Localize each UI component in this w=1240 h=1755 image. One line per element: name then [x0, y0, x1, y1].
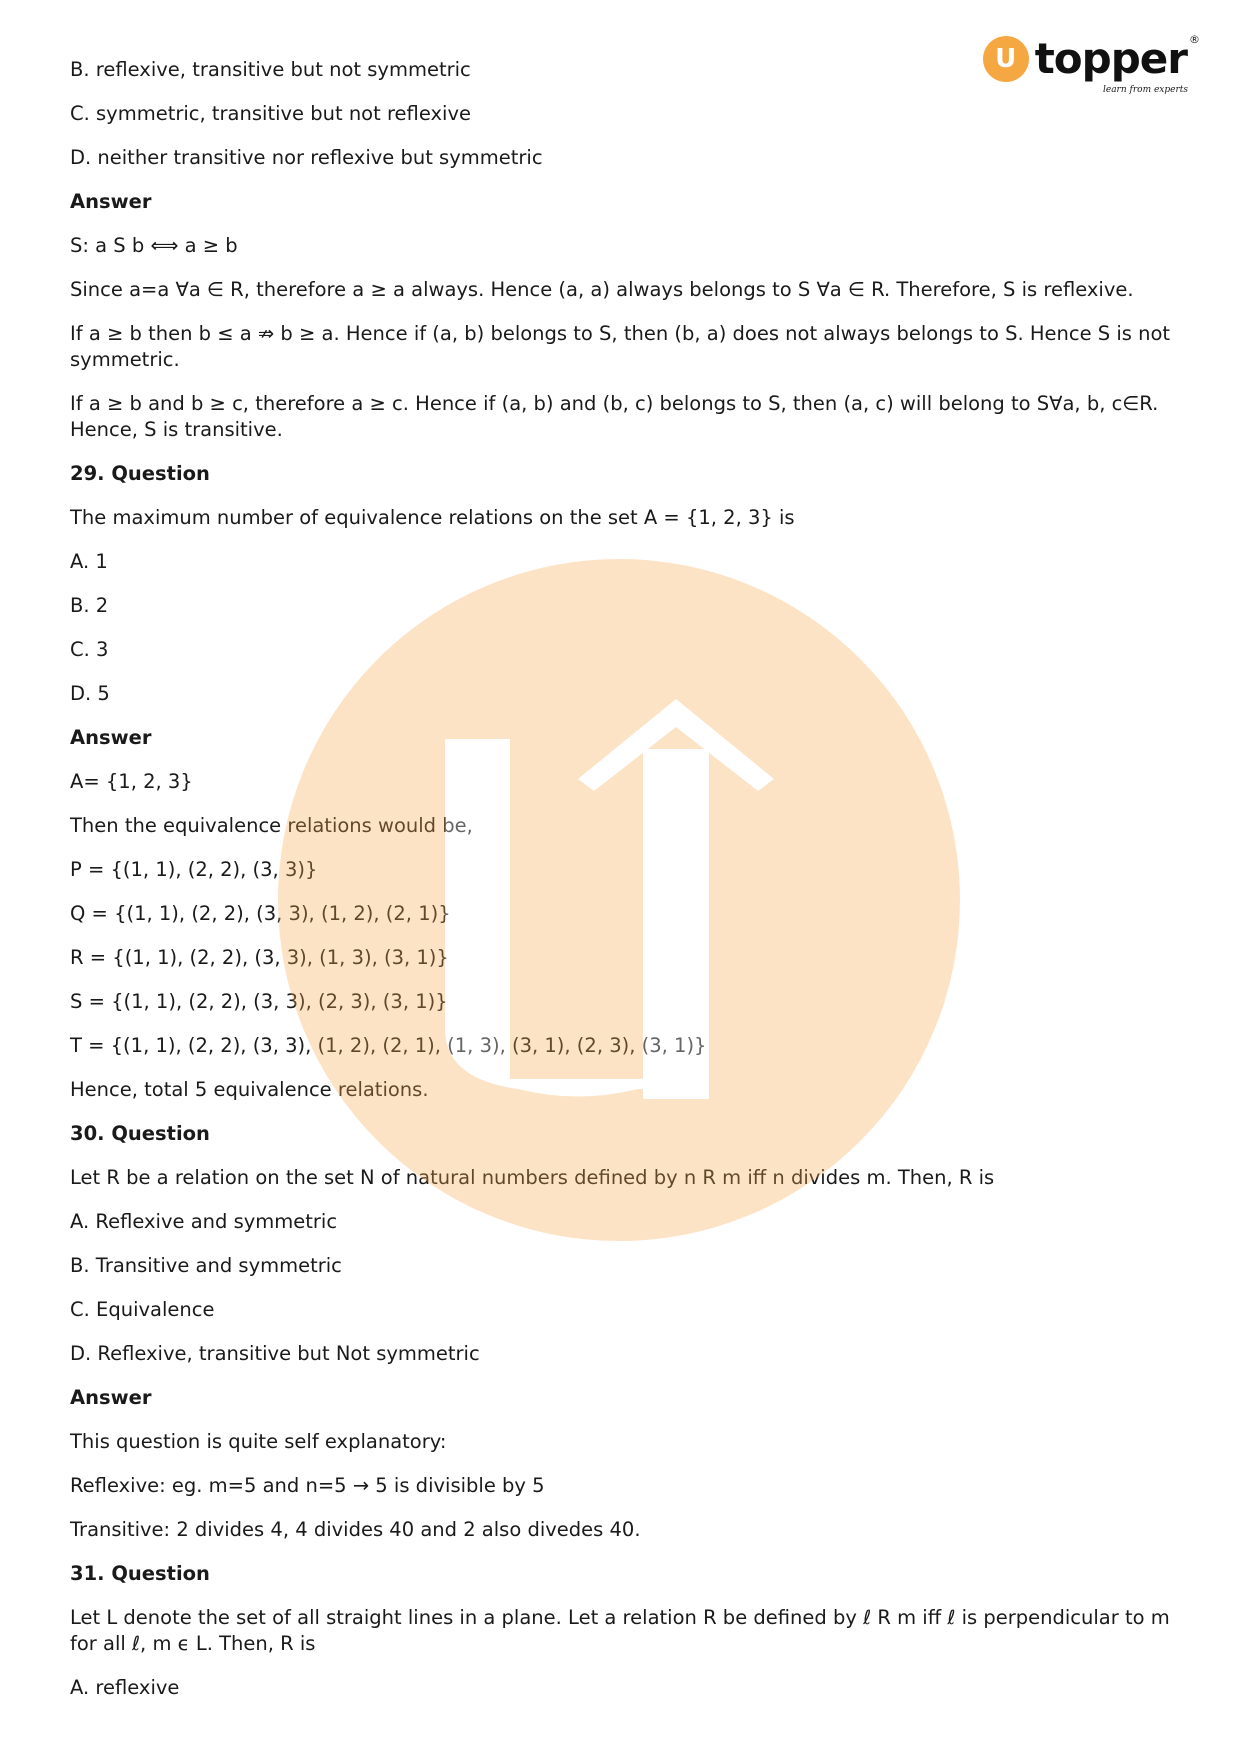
section-heading: Answer — [70, 190, 152, 213]
paragraph: T = {(1, 1), (2, 2), (3, 3), (1, 2), (2, 1), (1, 3), (3, 1), (2, 3), (3, 1)} — [70, 1034, 707, 1057]
paragraph: Since a=a ∀a ∈ R, therefore a ≥ a always. Hence (a, a) always belongs to S ∀a ∈ R. Therefore, S is reflexive. — [70, 278, 1134, 301]
paragraph: A. reflexive — [70, 1676, 180, 1699]
paragraph: Hence, total 5 equivalence relations. — [70, 1078, 429, 1101]
logo-tagline: learn from experts — [1102, 85, 1188, 95]
paragraph: The maximum number of equivalence relations on the set A = {1, 2, 3} is — [70, 506, 795, 529]
paragraph: If a ≥ b then b ≤ a ⇏ b ≥ a. Hence if (a, b) belongs to S, then (b, a) does not always belongs to S. Hence S is not symmetric. — [70, 322, 1171, 371]
section-heading: 31. Question — [70, 1562, 210, 1585]
paragraph: Let L denote the set of all straight lines in a plane. Let a relation R be defined by ℓ R m iff ℓ is perpendicular to m for all ℓ, m ϵ L. Then, R is — [70, 1606, 1170, 1655]
paragraph: A. Reflexive and symmetric — [70, 1210, 338, 1233]
paragraph: This question is quite self explanatory: — [70, 1430, 447, 1453]
paragraph: A. 1 — [70, 550, 108, 573]
section-heading: Answer — [70, 1386, 152, 1409]
paragraph: D. 5 — [70, 682, 110, 705]
paragraph: P = {(1, 1), (2, 2), (3, 3)} — [70, 858, 318, 881]
section-heading: 30. Question — [70, 1122, 210, 1145]
paragraph: C. Equivalence — [70, 1298, 215, 1321]
paragraph: Q = {(1, 1), (2, 2), (3, 3), (1, 2), (2, 1)} — [70, 902, 451, 925]
paragraph: Transitive: 2 divides 4, 4 divides 40 and 2 also divedes 40. — [70, 1518, 641, 1541]
paragraph: A= {1, 2, 3} — [70, 770, 193, 793]
section-heading: Answer — [70, 726, 152, 749]
logo-mark-icon: U — [983, 36, 1029, 82]
paragraph: C. 3 — [70, 638, 109, 661]
document-body — [70, 57, 1180, 1719]
section-heading: 29. Question — [70, 462, 210, 485]
paragraph: S = {(1, 1), (2, 2), (3, 3), (2, 3), (3, 1)} — [70, 990, 448, 1013]
paragraph: If a ≥ b and b ≥ c, therefore a ≥ c. Hence if (a, b) and (b, c) belongs to S, then (a, c) will belong to S∀a, b, c∈R. Hence, S is transitive. — [70, 392, 1159, 441]
paragraph: Let R be a relation on the set N of natural numbers defined by n R m iff n divides m. Then, R is — [70, 1166, 995, 1189]
paragraph: B. 2 — [70, 594, 109, 617]
paragraph: Reflexive: eg. m=5 and n=5 → 5 is divisible by 5 — [70, 1474, 545, 1497]
paragraph: D. neither transitive nor reflexive but symmetric — [70, 146, 543, 169]
logo-wordmark: topper — [1034, 34, 1187, 83]
paragraph: D. Reflexive, transitive but Not symmetric — [70, 1342, 480, 1365]
paragraph: B. reflexive, transitive but not symmetric — [70, 58, 471, 81]
paragraph: Then the equivalence relations would be, — [70, 814, 473, 837]
paragraph: C. symmetric, transitive but not reflexive — [70, 102, 471, 125]
paragraph: S: a S b ⟺ a ≥ b — [70, 234, 238, 257]
registered-mark: ® — [1189, 33, 1200, 46]
paragraph: R = {(1, 1), (2, 2), (3, 3), (1, 3), (3, 1)} — [70, 946, 449, 969]
paragraph: B. Transitive and symmetric — [70, 1254, 342, 1277]
